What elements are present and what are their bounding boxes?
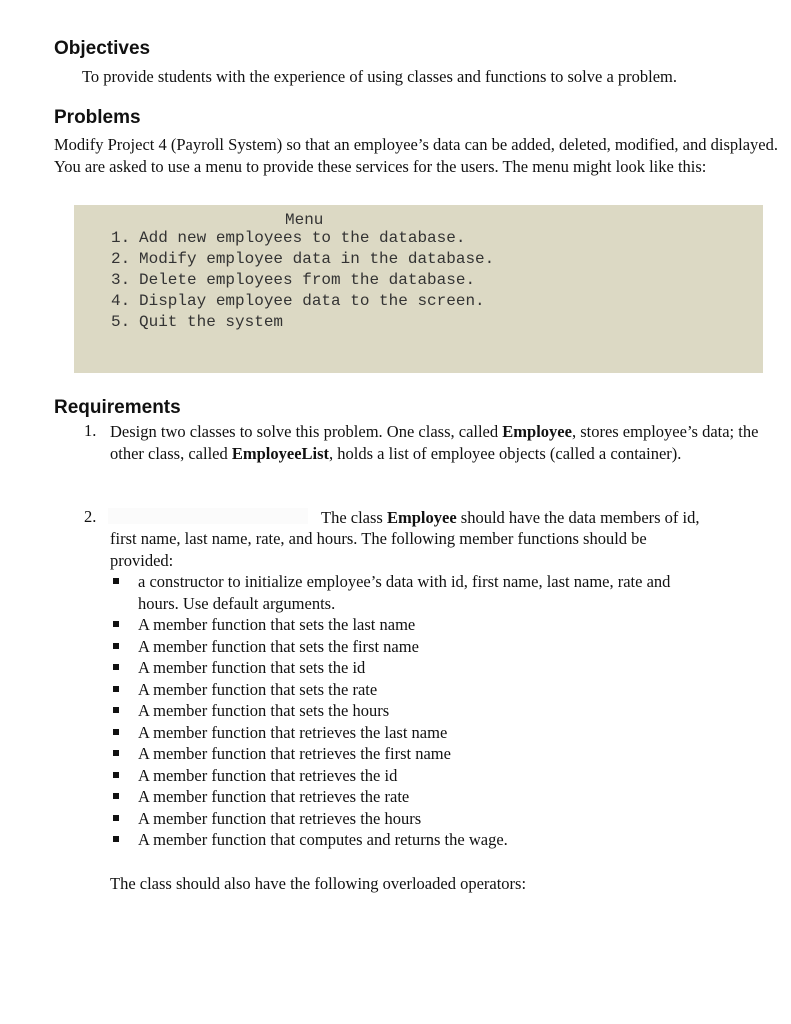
menu-item: 3. Delete employees from the database. [111, 271, 476, 289]
bullet-item-text: A member function that retrieves the id [138, 766, 398, 785]
bullet-marker [113, 836, 119, 842]
bullet-item-text: A member function that sets the rate [138, 680, 378, 699]
menu-item: 1. Add new employees to the database. [111, 229, 466, 247]
bullet-item-text: A member function that retrieves the hours [138, 809, 422, 828]
requirement-1-text: Design two classes to solve this problem. One class, called Employee, stores employee’s data; the other class, called EmployeeList, holds a list of employee objects (called a container). [110, 422, 759, 463]
bullet-marker [113, 686, 119, 692]
requirement-2-line-3: provided: [110, 551, 174, 570]
requirement-number: 2. [84, 507, 97, 526]
closing-text: The class should also have the following overloaded operators: [110, 874, 527, 893]
bullet-item-text: A member function that sets the id [138, 658, 366, 677]
menu-item: 4. Display employee data to the screen. [111, 292, 485, 310]
bullet-item-text: hours. Use default arguments. [138, 594, 336, 613]
bullet-item-text: A member function that retrieves the last name [138, 723, 448, 742]
menu-title: Menu [285, 211, 324, 229]
bullet-marker [113, 729, 119, 735]
objectives-text: To provide students with the experience of using classes and functions to solve a problem. [82, 67, 677, 86]
bullet-item-text: A member function that computes and returns the wage. [138, 830, 508, 849]
bullet-item-text: A member function that sets the last name [138, 615, 416, 634]
bullet-marker [113, 793, 119, 799]
bullet-marker [113, 621, 119, 627]
bullet-item-text: A member function that retrieves the first name [138, 744, 451, 763]
bullet-item-text: A member function that sets the hours [138, 701, 390, 720]
objectives-heading: Objectives [54, 38, 151, 59]
requirement-2-line-2: first name, last name, rate, and hours. The following member functions should be [110, 529, 647, 548]
menu-code-box [74, 205, 763, 373]
faded-text-region [108, 508, 308, 524]
bullet-marker [113, 643, 119, 649]
problems-text: Modify Project 4 (Payroll System) so that an employee’s data can be added, deleted, modified, and displayed. You are asked to use a menu to provide these services for the users. The menu might look like this: [54, 135, 778, 176]
bullet-marker [113, 750, 119, 756]
bullet-marker [113, 815, 119, 821]
requirement-number: 1. [84, 421, 97, 440]
bullet-marker [113, 772, 119, 778]
bullet-item-text: A member function that sets the first name [138, 637, 419, 656]
requirements-heading: Requirements [54, 397, 181, 418]
bullet-marker [113, 664, 119, 670]
bullet-item-text: A member function that retrieves the rate [138, 787, 410, 806]
requirement-2-line-1: The class Employee should have the data members of id, [321, 508, 700, 527]
problems-heading: Problems [54, 107, 141, 128]
bullet-item-text: a constructor to initialize employee’s data with id, first name, last name, rate and [138, 572, 671, 591]
bullet-marker [113, 707, 119, 713]
menu-item: 2. Modify employee data in the database. [111, 250, 495, 268]
menu-item: 5. Quit the system [111, 313, 284, 331]
bullet-marker [113, 578, 119, 584]
